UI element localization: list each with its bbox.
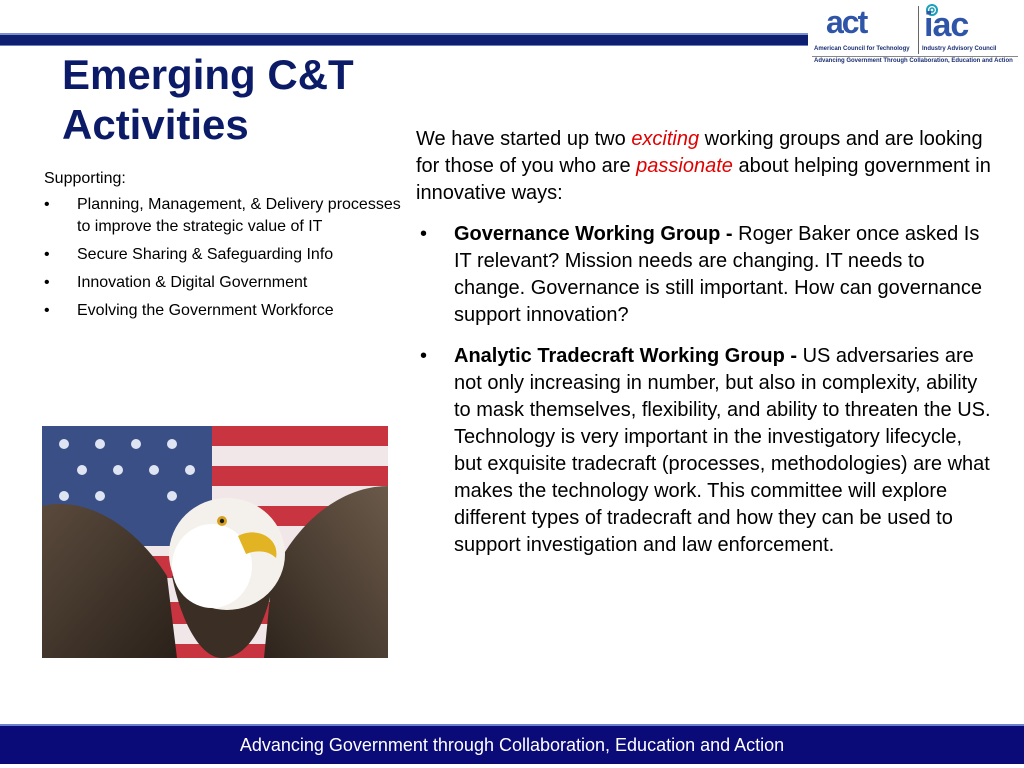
list-item-text: Planning, Management, & Delivery processes to improve the strategic value of IT: [77, 196, 401, 235]
intro-text-a: We have started up two: [416, 128, 632, 150]
slide-title: [62, 50, 402, 150]
group-name: Analytic Tradecraft Working Group -: [454, 345, 803, 367]
working-groups-list: [416, 221, 992, 559]
act-logo-caption: American Council for Technology: [814, 46, 910, 52]
bullet: •: [44, 274, 50, 291]
bullet: •: [420, 345, 428, 367]
intro-paragraph: [416, 126, 992, 207]
footer-text: Advancing Government through Collaboration, Education and Action: [239, 735, 785, 755]
act-iac-logo: [812, 4, 1018, 68]
intro-emphasis-exciting: exciting: [631, 128, 700, 150]
intro-text-c: about helping government in innovative ways:: [416, 155, 991, 204]
supporting-list-section: [44, 168, 404, 328]
logo-divider: [918, 6, 919, 54]
iac-logo-caption: Industry Advisory Council: [922, 46, 997, 52]
logo-tagline: Advancing Government Through Collaboration, Education and Action: [814, 58, 1013, 64]
list-item-text: Evolving the Government Workforce: [77, 302, 334, 319]
group-description: Roger Baker once asked Is IT relevant? Mission needs are changing. IT needs to change. Governance is still important. How can governance support innovation?: [454, 223, 983, 326]
eagle-flag-image: [42, 426, 388, 658]
footer-banner: [0, 724, 1024, 764]
intro-emphasis-passionate: passionate: [636, 155, 733, 177]
list-item: [416, 221, 992, 329]
working-groups-section: [416, 126, 992, 573]
bullet: •: [44, 246, 50, 263]
title-line-2: Activities: [62, 101, 249, 148]
list-item: [44, 272, 404, 294]
intro-text-b: working groups and are looking for those of you who are: [416, 128, 983, 177]
list-item-text: Secure Sharing & Safeguarding Info: [77, 246, 334, 263]
header-rule: [0, 33, 808, 46]
group-name: Governance Working Group -: [454, 223, 739, 245]
list-item-text: Innovation & Digital Government: [77, 274, 308, 291]
list-item: [44, 194, 404, 238]
act-logo-word: act: [826, 4, 867, 40]
bullet: •: [44, 196, 50, 213]
bullet: •: [44, 302, 50, 319]
logo-rule: [812, 56, 1018, 57]
list-item: [44, 244, 404, 266]
iac-logo-word: iac: [924, 6, 969, 44]
supporting-list: [44, 194, 404, 322]
list-item: [416, 343, 992, 559]
title-line-1: Emerging C&T: [62, 51, 354, 98]
list-item: [44, 300, 404, 322]
bullet: •: [420, 223, 428, 245]
group-description: US adversaries are not only increasing in number, but also in complexity, ability to mask themselves, flexibility, and ability to threaten the US. Technology is very important in the investigatory lifecycle, but exquisite tradecraft (processes, methodologies) are what makes the technology work. This committee will explore different types of tradecraft and how they can be used to support investigation and law enforcement.: [454, 345, 991, 556]
supporting-heading: Supporting:: [44, 170, 126, 187]
eagle-flag-photo: [42, 426, 388, 658]
